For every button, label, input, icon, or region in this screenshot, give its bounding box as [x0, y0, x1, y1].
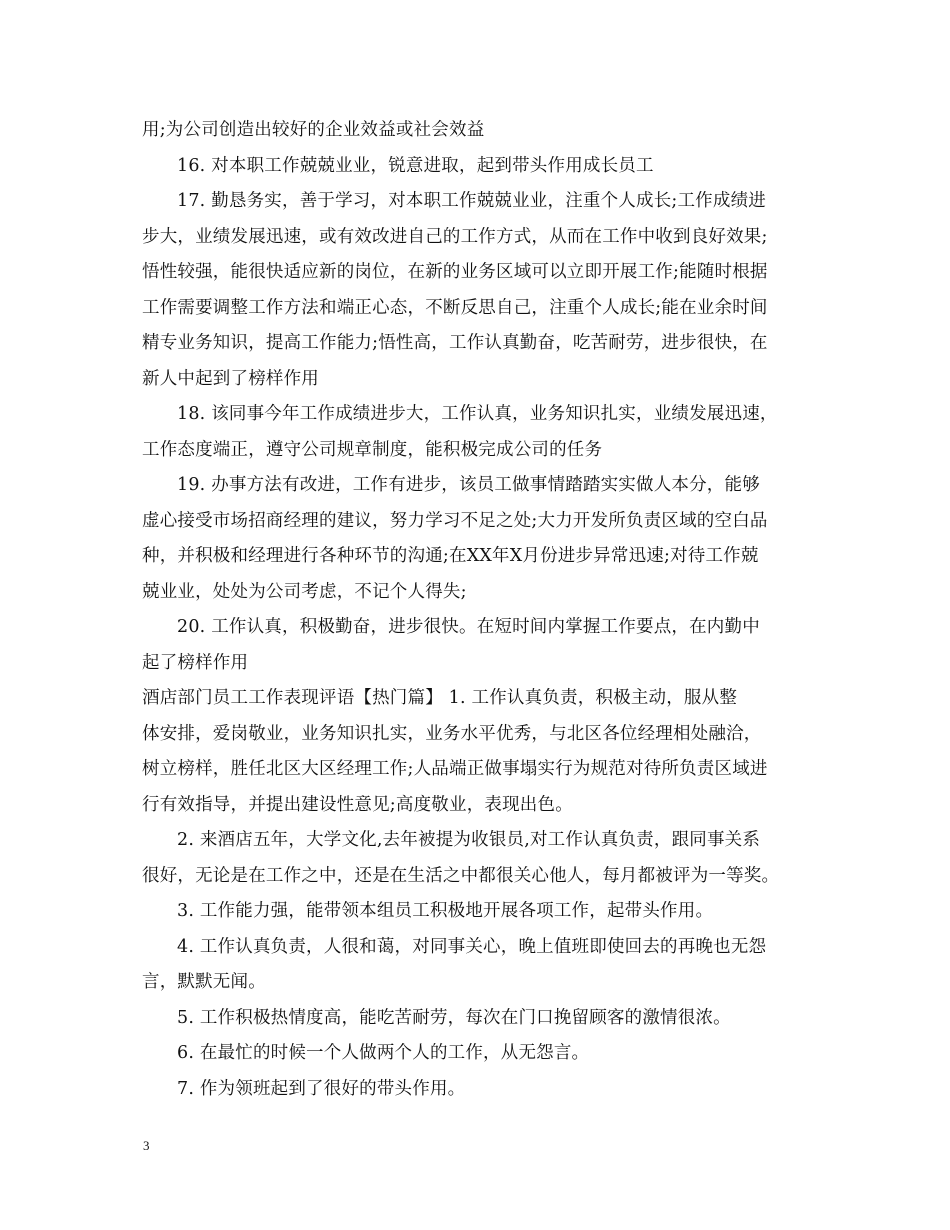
- section-heading-line: 酒店部门员工工作表现评语【热门篇】 1. 工作认真负责，积极主动，服从整: [142, 688, 738, 708]
- text-line: 2. 来酒店五年，大学文化,去年被提为收银员,对工作认真负责，跟同事关系: [177, 830, 761, 850]
- text-line: 精专业务知识，提高工作能力;悟性高，工作认真勤奋，吃苦耐劳，进步很快，在: [142, 333, 768, 353]
- text-line: 种，并积极和经理进行各种环节的沟通;在XX年X月份进步异常迅速;对待工作兢: [142, 546, 759, 566]
- text-line: 4. 工作认真负责，人很和蔼，对同事关心，晚上值班即使回去的再晚也无怨: [177, 937, 767, 957]
- text-line: 起了榜样作用: [142, 653, 249, 673]
- text-line: 20. 工作认真，积极勤奋，进步很快。在短时间内掌握工作要点，在内勤中: [177, 617, 760, 637]
- text-line: 16. 对本职工作兢兢业业，锐意进取，起到带头作用成长员工: [177, 156, 654, 176]
- text-line: 兢业业，处处为公司考虑，不记个人得失;: [142, 582, 467, 602]
- text-line: 言，默默无闻。: [142, 972, 266, 992]
- text-line: 18. 该同事今年工作成绩进步大，工作认真，业务知识扎实，业绩发展迅速，: [177, 404, 778, 424]
- text-line: 工作态度端正，遵守公司规章制度，能积极完成公司的任务: [142, 440, 603, 460]
- text-line: 3. 工作能力强，能带领本组员工积极地开展各项工作，起带头作用。: [177, 901, 714, 921]
- text-line: 很好，无论是在工作之中，还是在生活之中都很关心他人，每月都被评为一等奖。: [142, 866, 780, 886]
- page-number: 3: [143, 1138, 150, 1153]
- text-line: 行有效指导，并提出建设性意见;高度敬业，表现出色。: [142, 795, 573, 815]
- text-line: 新人中起到了榜样作用: [142, 369, 319, 389]
- text-line: 虚心接受市场招商经理的建议，努力学习不足之处;大力开发所负责区域的空白品: [142, 511, 768, 531]
- text-line: 7. 作为领班起到了很好的带头作用。: [177, 1079, 466, 1099]
- text-line: 19. 办事方法有改进，工作有进步，该员工做事情踏踏实实做人本分，能够: [177, 475, 760, 495]
- text-line: 树立榜样，胜任北区大区经理工作;人品端正做事塌实行为规范对待所负责区域进: [142, 759, 768, 779]
- text-line: 工作需要调整工作方法和端正心态，不断反思自己，注重个人成长;能在业余时间: [142, 298, 768, 318]
- text-line: 17. 勤恳务实，善于学习，对本职工作兢兢业业，注重个人成长;工作成绩进: [177, 191, 766, 211]
- text-line: 5. 工作积极热情度高，能吃苦耐劳，每次在门口挽留顾客的激情很浓。: [177, 1008, 731, 1028]
- text-line: 体安排，爱岗敬业，业务知识扎实，业务水平优秀，与北区各位经理相处融洽，: [142, 724, 762, 744]
- text-line: 6. 在最忙的时候一个人做两个人的工作，从无怨言。: [177, 1043, 590, 1063]
- text-line: 悟性较强，能很快适应新的岗位，在新的业务区域可以立即开展工作;能随时根据: [142, 262, 768, 282]
- text-line: 步大，业绩发展迅速，或有效改进自己的工作方式，从而在工作中收到良好效果;: [142, 227, 768, 247]
- text-line: 用;为公司创造出较好的企业效益或社会效益: [142, 120, 485, 140]
